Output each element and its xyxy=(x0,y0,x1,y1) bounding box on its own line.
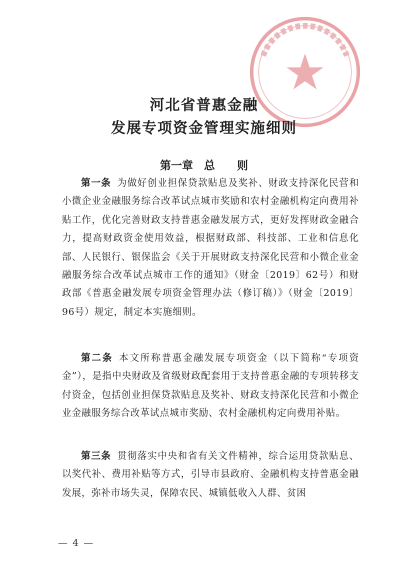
page-number: — 4 — xyxy=(58,538,95,549)
article-2-label: 第二条 xyxy=(81,353,114,364)
document-title-line1: 河北省普惠金融 xyxy=(149,98,259,114)
article-1-label: 第一条 xyxy=(81,178,112,189)
article-3 xyxy=(62,448,359,503)
document-title-line2: 发展专项资金管理实施细则 xyxy=(111,121,297,137)
article-3-text: 贯彻落实中央和省有关文件精神，综合运用贷款贴息、以奖代补、费用补贴等方式，引导市县政府、金融机构支持普惠金融发展，弥补市场失灵，保障农民、城镇低收入人群、贫困 xyxy=(62,451,359,499)
article-2-text: 本文所称普惠金融发展专项资金（以下简称“专项资金”），是指中央财政及省级财政配套用于支持普惠金融的专项转移支付资金，包括创业担保贷款贴息及奖补、财政支持深化民营和小微企业金融服务综合改革试点城市奖励、农村金融机构定向费用补贴。 xyxy=(62,353,360,420)
article-1 xyxy=(62,175,359,322)
chapter-heading: 第一章 总 则 xyxy=(160,159,248,172)
article-1-text: 为做好创业担保贷款贴息及奖补、财政支持深化民营和小微企业金融服务综合改革试点城市奖励和农村金融机构定向费用补贴工作，优化完善财政支持普惠金融发展方式，更好发挥财政金融合力，提高财政资金使用效益，根据财政部、科技部、工业和信息化部、人民银行、银保监会《关于开展财政支持深化民营和小微企业金融服务综合改革试点城市工作的通知》（财金〔2019〕62号）和财政部《普惠金融发展专项资金管理办法（修订稿）》（财金〔2019〕96号）规定，制定本实施细则。 xyxy=(62,178,359,318)
article-2 xyxy=(62,350,359,424)
article-3-label: 第三条 xyxy=(81,451,112,462)
